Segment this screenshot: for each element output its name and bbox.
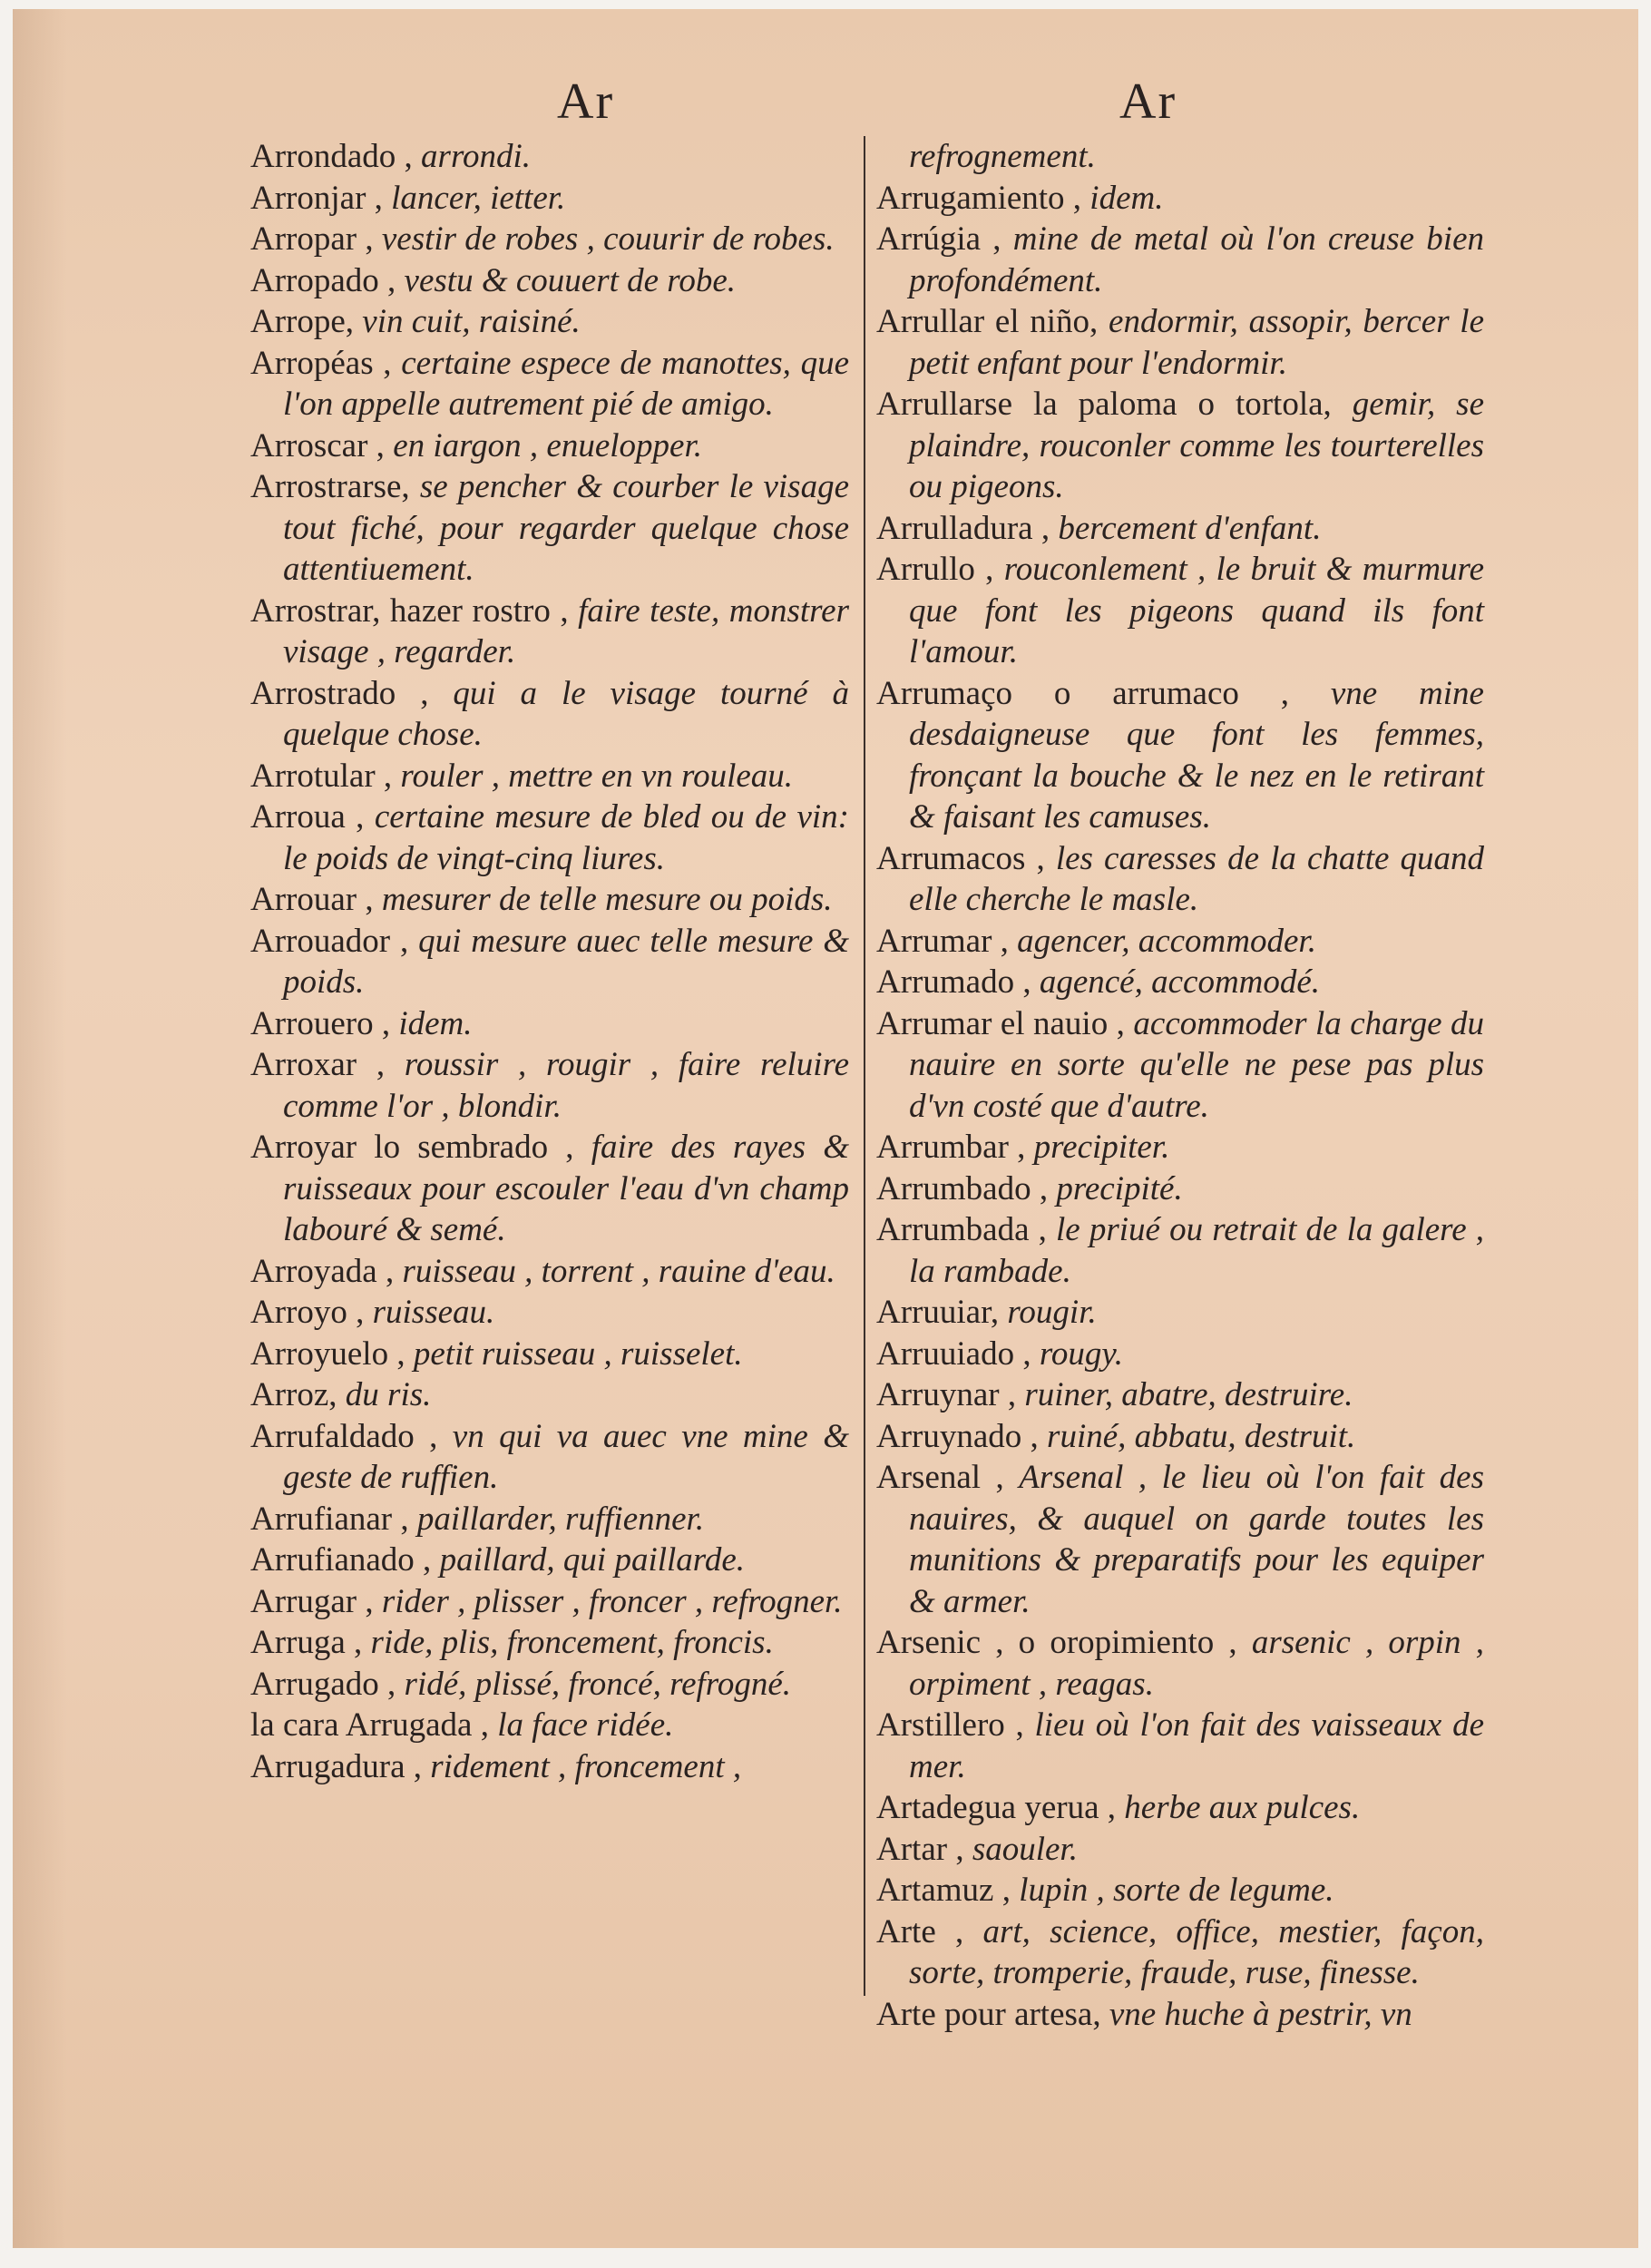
entry-headword: Arrufianado , (250, 1541, 432, 1579)
entry-headword: Arrope, (250, 303, 355, 340)
entry-headword: Arroyo , (250, 1294, 365, 1331)
entry-definition: rouconlement , le bruit & murmure que font les pigeons quand ils font l'amour. (909, 551, 1484, 670)
entry-definition: certaine espece de manottes, que l'on appelle autrement pié de amigo. (283, 344, 849, 423)
dictionary-entry (876, 1209, 1484, 1292)
dictionary-entry (876, 1829, 1484, 1871)
entry-headword: Arrumar el nauio , (876, 1004, 1125, 1042)
entry-definition: ridé, plissé, froncé, refrogné. (404, 1665, 792, 1703)
entry-headword: Artadegua yerua , (876, 1789, 1117, 1826)
entry-definition: vne huche à pestrir, vn (1109, 1995, 1412, 2033)
dictionary-entry (876, 1705, 1484, 1787)
dictionary-entry (876, 384, 1484, 508)
dictionary-entry (876, 1994, 1484, 2036)
entry-headword: Arroz, (250, 1376, 337, 1413)
entry-definition: vestir de robes , couurir de robes. (381, 220, 835, 258)
dictionary-entry (250, 921, 849, 1003)
entry-definition: ruisseau. (372, 1294, 495, 1331)
entry-headword: Arsenal , (876, 1459, 1004, 1496)
entry-definition: petit ruisseau , ruisselet. (413, 1334, 743, 1373)
entry-headword: Arsenic , o oropimiento , (876, 1624, 1237, 1661)
dictionary-entry (250, 1003, 849, 1045)
entry-headword: Artamuz , (876, 1872, 1011, 1909)
entry-definition: mesurer de telle mesure ou poids. (381, 881, 833, 918)
dictionary-entry (876, 508, 1484, 550)
dictionary-entry (250, 879, 849, 921)
dictionary-entry (250, 1746, 849, 1788)
dictionary-entry (250, 1499, 849, 1540)
dictionary-entry (876, 1292, 1484, 1334)
entry-definition: paillard, qui paillarde. (439, 1541, 745, 1579)
entry-headword: Arrostrarse, (250, 468, 410, 505)
entry-definition: Arsenal , le lieu où l'on fait des nauires, & auquel on garde toutes les munitions & preparatifs pour les equiper & armer. (909, 1459, 1484, 1620)
entry-headword: Arrullarse la paloma o tortola, (876, 386, 1332, 423)
entry-definition: le priué ou retrait de la galere , la rambade. (909, 1211, 1485, 1290)
entry-definition: lieu où l'on fait des vaisseaux de mer. (909, 1706, 1485, 1785)
entry-definition: ridement , froncement , (430, 1747, 742, 1785)
entry-definition: paillarder, ruffienner. (416, 1500, 705, 1538)
entry-definition: precipité. (1056, 1169, 1183, 1207)
entry-headword: Arrumar , (876, 922, 1009, 960)
dictionary-entry (250, 1664, 849, 1706)
entry-definition: arrondi. (421, 138, 532, 175)
dictionary-entry (876, 1457, 1484, 1622)
entry-headword: Arroyada , (250, 1252, 395, 1290)
entry-definition: ruiné, abbatu, destruit. (1047, 1417, 1356, 1455)
entry-definition: bercement d'enfant. (1058, 509, 1322, 547)
entry-headword: Arrugamiento , (876, 179, 1082, 217)
dictionary-entry (250, 1334, 849, 1375)
entry-definition: ride, plis, froncement, froncis. (370, 1624, 774, 1661)
dictionary-entry (876, 1374, 1484, 1416)
entry-definition: art, science, office, mestier, façon, sorte, tromperie, fraude, ruse, finesse. (909, 1912, 1484, 1991)
entry-headword: Arroua , (250, 798, 365, 836)
dictionary-entry (876, 1334, 1484, 1375)
dictionary-entry (876, 921, 1484, 963)
entry-definition: certaine mesure de bled ou de vin: le poids de vingt-cinq liures. (283, 798, 849, 877)
dictionary-entry (876, 178, 1484, 220)
dictionary-entry (250, 673, 849, 756)
entry-definition: se pencher & courber le visage tout fiché, pour regarder quelque chose attentiuement. (283, 468, 850, 588)
dictionary-entry (250, 343, 849, 425)
dictionary-entry (250, 1416, 849, 1499)
dictionary-entry (250, 178, 849, 220)
entry-headword: Artar , (876, 1830, 964, 1868)
entry-definition: herbe aux pulces. (1124, 1789, 1361, 1826)
dictionary-entry (250, 425, 849, 467)
entry-definition: arsenic , orpin , orpiment , reagas. (909, 1624, 1484, 1703)
entry-headword: Arruuiar, (876, 1294, 1000, 1331)
entry-headword: Arruynar , (876, 1376, 1017, 1413)
entry-definition: rougy. (1039, 1334, 1123, 1373)
dictionary-entry (876, 838, 1484, 921)
dictionary-entry (876, 1787, 1484, 1829)
entry-definition: agencé, accommodé. (1039, 963, 1321, 1001)
dictionary-entry (250, 1292, 849, 1334)
entry-definition: precipiter. (1033, 1129, 1170, 1166)
dictionary-entry (876, 1168, 1484, 1210)
dictionary-entry (876, 301, 1484, 384)
entry-definition: ruisseau , torrent , rauine d'eau. (402, 1252, 835, 1290)
entry-definition: rouler , mettre en vn rouleau. (400, 757, 794, 795)
entry-headword: Arruynado , (876, 1417, 1039, 1455)
book-page (13, 9, 1638, 2248)
entry-headword: Arroscar , (250, 426, 385, 464)
dictionary-entry (250, 136, 849, 178)
entry-definition: vne mine desdaigneuse que font les femmes, fronçant la bouche & le nez en le retirant & faisant les camuses. (909, 674, 1484, 836)
column-rule (864, 136, 865, 1996)
dictionary-entry (250, 591, 849, 673)
entry-definition: faire teste, monstrer visage , regarder. (283, 591, 849, 670)
entry-definition: les caresses de la chatte quand elle cherche le masle. (909, 839, 1484, 918)
entry-headword: Arrondado , (250, 138, 413, 175)
dictionary-entry (876, 219, 1484, 301)
dictionary-entry (250, 1622, 849, 1664)
dictionary-entry (250, 466, 849, 591)
entry-headword: Arrostrado , (250, 674, 429, 712)
dictionary-entry (876, 1127, 1484, 1168)
entry-headword: Arrugadura , (250, 1747, 423, 1785)
entry-definition: idem. (1089, 179, 1164, 217)
entry-definition: du ris. (345, 1376, 432, 1413)
dictionary-entry (250, 797, 849, 879)
entry-definition: ruiner, abatre, destruire. (1024, 1376, 1353, 1413)
entry-headword: Arrotular , (250, 757, 393, 795)
entry-definition: endormir, assopir, bercer le petit enfant pour l'endormir. (909, 303, 1485, 382)
entry-headword: Arrugado , (250, 1665, 396, 1703)
entry-headword: Arropar , (250, 220, 374, 258)
entry-headword: Arrufaldado , (250, 1417, 438, 1455)
entry-headword: Arruuiado , (876, 1334, 1031, 1373)
entry-headword: Arrostrar, hazer rostro , (250, 591, 569, 630)
dictionary-entry (250, 301, 849, 343)
entry-headword: Arroyuelo , (250, 1334, 405, 1373)
entry-definition: vestu & couuert de robe. (404, 261, 736, 299)
dictionary-entry (250, 1374, 849, 1416)
entry-headword: Arrúgia , (876, 220, 1001, 258)
entry-definition: lupin , sorte de legume. (1019, 1872, 1334, 1909)
entry-definition: agencer, accommoder. (1017, 922, 1316, 960)
dictionary-entry (876, 1870, 1484, 1911)
dictionary-entry (876, 549, 1484, 673)
entry-definition: accommoder la charge du nauire en sorte qu'elle ne pese pas plus d'vn costé que d'autre. (909, 1004, 1485, 1125)
entry-headword: Arrumbado , (876, 1169, 1049, 1207)
entry-headword: Arropado , (250, 261, 396, 299)
entry-definition: rider , plisser , froncer , refrogner. (381, 1582, 843, 1620)
entry-headword: Arrullar el niño, (876, 303, 1099, 340)
entry-definition: roussir , rougir , faire reluire comme l'or , blondir. (283, 1046, 850, 1125)
entry-definition: idem. (398, 1004, 473, 1042)
entry-headword: Arstillero , (876, 1706, 1024, 1744)
left-column (250, 136, 849, 1787)
entry-definition: saouler. (972, 1830, 1078, 1868)
dictionary-entry (876, 136, 1484, 178)
entry-definition: lancer, ietter. (391, 179, 566, 217)
entry-definition: en iargon , enuelopper. (393, 426, 703, 464)
entry-headword: Arte pour artesa, (876, 1995, 1101, 2033)
entry-headword: Arrouador , (250, 922, 409, 960)
dictionary-entry (876, 962, 1484, 1003)
dictionary-entry (250, 1251, 849, 1293)
entry-headword: Arrumbada , (876, 1211, 1047, 1248)
right-column (876, 136, 1484, 2035)
entry-definition: la face ridée. (497, 1706, 674, 1744)
entry-headword: Arrugar , (250, 1582, 374, 1620)
running-header-left: Ar (557, 73, 615, 130)
entry-headword: Arrullo , (876, 551, 994, 588)
entry-headword: Arrulladura , (876, 509, 1050, 547)
dictionary-entry (250, 1705, 849, 1746)
entry-definition: refrognement. (909, 138, 1096, 175)
entry-definition: vin cuit, raisiné. (362, 303, 581, 340)
dictionary-entry (250, 219, 849, 260)
dictionary-entry (876, 1003, 1484, 1128)
entry-definition: faire des rayes & ruisseaux pour escouler l'eau d'vn champ labouré & semé. (283, 1129, 850, 1248)
dictionary-entry (876, 673, 1484, 838)
entry-headword: Arrumado , (876, 963, 1031, 1001)
entry-headword: Arrumbar , (876, 1129, 1026, 1166)
entry-headword: Arruga , (250, 1624, 363, 1661)
entry-definition: gemir, se plaindre, rouconler comme les tourterelles ou pigeons. (909, 386, 1485, 505)
dictionary-entry (876, 1416, 1484, 1458)
entry-headword: Arroyar lo sembrado , (250, 1129, 574, 1166)
entry-headword: Arroxar , (250, 1046, 386, 1083)
entry-headword: Arrufianar , (250, 1500, 409, 1538)
entry-headword: Arrouar , (250, 881, 374, 918)
entry-headword: Arrouero , (250, 1004, 391, 1042)
dictionary-entry (876, 1622, 1484, 1705)
dictionary-entry (250, 1127, 849, 1251)
dictionary-entry (250, 260, 849, 302)
dictionary-entry (876, 1911, 1484, 1994)
entry-headword: Arrumaço o arrumaco , (876, 674, 1289, 712)
entry-definition: rougir. (1007, 1294, 1097, 1331)
dictionary-entry (250, 1581, 849, 1623)
entry-headword: Arte , (876, 1912, 964, 1950)
entry-definition: qui mesure auec telle mesure & poids. (283, 922, 850, 1001)
entry-headword: Arronjar , (250, 179, 383, 217)
dictionary-entry (250, 1044, 849, 1127)
dictionary-entry (250, 756, 849, 797)
entry-definition: mine de metal où l'on creuse bien profondément. (909, 220, 1485, 299)
running-header-right: Ar (1119, 73, 1177, 130)
entry-definition: qui a le visage tourné à quelque chose. (283, 674, 849, 753)
entry-headword: Arropéas , (250, 344, 392, 382)
entry-headword: la cara Arrugada , (250, 1706, 489, 1744)
entry-definition: vn qui va auec vne mine & geste de ruffien. (283, 1417, 849, 1496)
dictionary-entry (250, 1540, 849, 1581)
entry-headword: Arrumacos , (876, 839, 1045, 877)
